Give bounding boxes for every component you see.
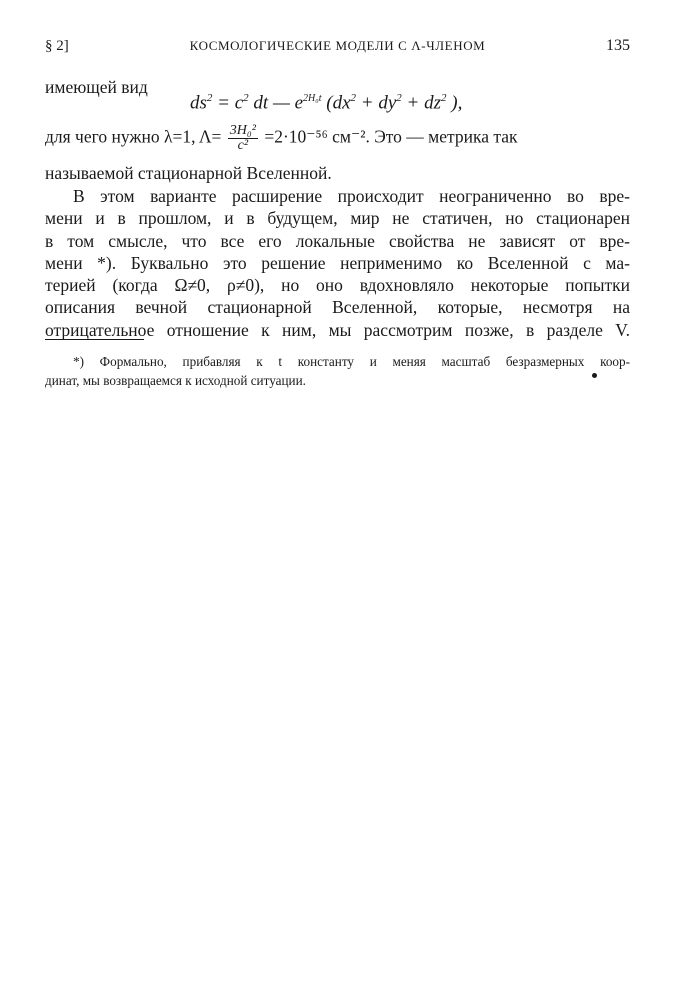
paragraph-line: мени и в прошлом, и в будущем, мир не статичен, но стационарен [45, 208, 630, 229]
fraction [228, 124, 258, 153]
main-paragraph [45, 185, 630, 341]
page-number: 135 [606, 37, 630, 54]
running-head [45, 36, 630, 56]
formula-part: = c [217, 92, 244, 114]
intro-text: имеющей вид [45, 77, 148, 97]
paragraph-line: В этом варианте расширение происходит неограниченно во вре- [73, 186, 630, 206]
condition-text: =2·10⁻⁵⁶ см⁻². Это — метрика так [264, 126, 518, 147]
paragraph-line: терией (когда Ω≠0, ρ≠0), но оно вдохновляло некоторые попытки [45, 275, 630, 296]
lambda-condition [45, 124, 630, 164]
footnote-line: динат, мы возвращаемся к исходной ситуации. [45, 373, 306, 388]
fraction-denominator: c² [237, 138, 249, 153]
paragraph-line: отрицательное отношение к ним, мы рассмотрим позже, в разделе V. [45, 319, 630, 340]
chapter-title: КОСМОЛОГИЧЕСКИЕ МОДЕЛИ С Λ-ЧЛЕНОМ [189, 38, 486, 53]
paragraph-line: мени *). Буквально это решение неприменимо ко Вселенной с ма- [45, 252, 630, 273]
fraction-numerator: 3H₀² [229, 123, 256, 138]
condition-text: для чего нужно λ=1, Λ= [45, 126, 222, 147]
footnote-line: *) Формально, прибавляя к t константу и меняя масштаб безразмерных коор- [73, 354, 630, 369]
footnote-rule [45, 339, 144, 340]
formula-part: ), [451, 92, 463, 114]
formula-part: ds [190, 92, 207, 114]
formula-part: + dz [406, 92, 442, 114]
footnote [45, 352, 630, 390]
section-marker: § 2] [45, 38, 69, 54]
formula-part: (dx [326, 92, 351, 114]
formula-part: + dy [360, 92, 397, 114]
ink-dot [592, 373, 597, 378]
text-line: называемой стационарной Вселенной. [45, 163, 332, 183]
paragraph-line: в том смысле, что все его локальные свойства не зависят от вре- [45, 230, 630, 251]
paragraph-line: описания вечной стационарной Вселенной, которые, несмотря на [45, 297, 630, 318]
metric-formula: $ds^2 = c^2$ dt — $e^{2H_0t}$ ($dx^2 + dy^2 + dz^2$ ), [190, 92, 463, 114]
condition-continuation [45, 162, 630, 184]
formula-exponent: 2H₀t [303, 93, 322, 104]
formula-part: dt — e [253, 92, 304, 114]
